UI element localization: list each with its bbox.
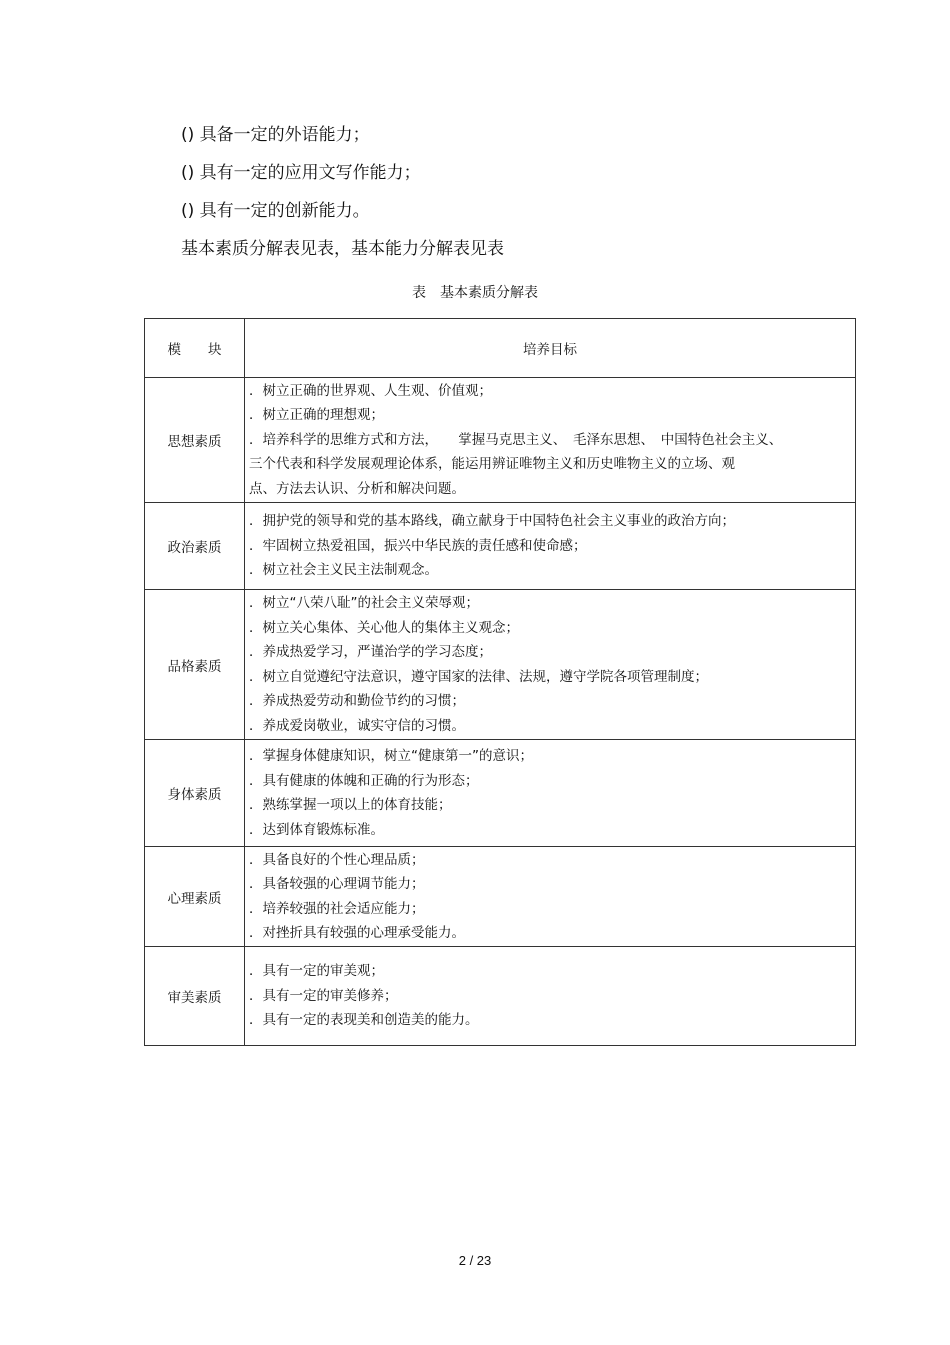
table-row <box>145 378 856 503</box>
table-row <box>145 847 856 947</box>
goal-line: ．熟练掌握一项以上的体育技能； <box>249 797 452 813</box>
intro-line-4: 基本素质分解表见表，基本能力分解表见表 <box>181 239 504 259</box>
goal-line: ．树立自觉遵纪守法意识，遵守国家的法律、法规，遵守学院各项管理制度； <box>249 668 708 685</box>
goals-cell <box>245 847 856 947</box>
table-row <box>145 590 856 740</box>
module-cell: 政治素质 <box>145 503 245 590</box>
table-header-row <box>145 319 856 378</box>
page-number: 2 / 23 <box>458 1253 492 1268</box>
goal-line: 三个代表和科学发展观理论体系，能运用辨证唯物主义和历史唯物主义的立场、观 <box>249 456 735 473</box>
goal-line: ．树立正确的理想观； <box>249 407 384 424</box>
module-cell: 身体素质 <box>145 740 245 847</box>
goal-line: ．养成热爱学习，严谨治学的学习态度； <box>249 644 492 660</box>
intro-line-1: () 具备一定的外语能力； <box>181 125 370 145</box>
goal-line: ．牢固树立热爱祖国，振兴中华民族的责任感和使命感； <box>249 537 587 554</box>
goal-line: ．树立关心集体、关心他人的集体主义观念； <box>249 619 519 636</box>
goals-cell <box>245 378 856 503</box>
intro-line-3: () 具有一定的创新能力。 <box>181 201 370 221</box>
goal-line: 点、方法去认识、分析和解决问题。 <box>249 480 465 497</box>
intro-line-2: () 具有一定的应用文写作能力； <box>181 163 421 183</box>
header-module: 模 块 <box>145 319 245 378</box>
goal-line: ．培养科学的思维方式和方法， 掌握马克思主义、 毛泽东思想、 中国特色社会主义、 <box>249 431 783 448</box>
module-cell: 思想素质 <box>145 378 245 503</box>
table-caption: 表 基本素质分解表 <box>412 285 538 301</box>
goal-line: ．培养较强的社会适应能力； <box>249 900 425 917</box>
module-cell: 心理素质 <box>145 847 245 947</box>
table-row <box>145 947 856 1046</box>
goal-line: ．养成热爱劳动和勤俭节约的习惯； <box>249 693 465 709</box>
goal-line: ．具有一定的审美修养； <box>249 987 398 1004</box>
goal-line: ．对挫折具有较强的心理承受能力。 <box>249 925 465 941</box>
goals-cell <box>245 590 856 740</box>
goal-line: ．树立正确的世界观、人生观、价值观； <box>249 382 492 399</box>
goals-cell <box>245 503 856 590</box>
module-cell: 品格素质 <box>145 590 245 740</box>
goal-line: ．养成爱岗敬业，诚实守信的习惯。 <box>249 717 465 734</box>
goal-line: ．具有一定的审美观； <box>249 963 384 980</box>
goal-line: ．掌握身体健康知识，树立“健康第一”的意识； <box>249 748 533 764</box>
basic-quality-table <box>144 318 856 1046</box>
goal-line: ．具备较强的心理调节能力； <box>249 876 425 892</box>
module-cell: 审美素质 <box>145 947 245 1046</box>
goal-line: ．具备良好的个性心理品质； <box>249 851 425 868</box>
goal-line: ．具有健康的体魄和正确的行为形态； <box>249 772 479 789</box>
goals-cell <box>245 740 856 847</box>
goal-line: ．树立社会主义民主法制观念。 <box>249 562 438 579</box>
goals-cell <box>245 947 856 1046</box>
table-row <box>145 740 856 847</box>
goal-line: ．树立“八荣八耻”的社会主义荣辱观； <box>249 595 479 611</box>
header-goals: 培养目标 <box>245 319 856 378</box>
goal-line: ．达到体育锻炼标准。 <box>249 821 384 838</box>
table-row <box>145 503 856 590</box>
goal-line: ．具有一定的表现美和创造美的能力。 <box>249 1012 479 1029</box>
goal-line: ．拥护党的领导和党的基本路线，确立献身于中国特色社会主义事业的政治方向； <box>249 513 735 530</box>
